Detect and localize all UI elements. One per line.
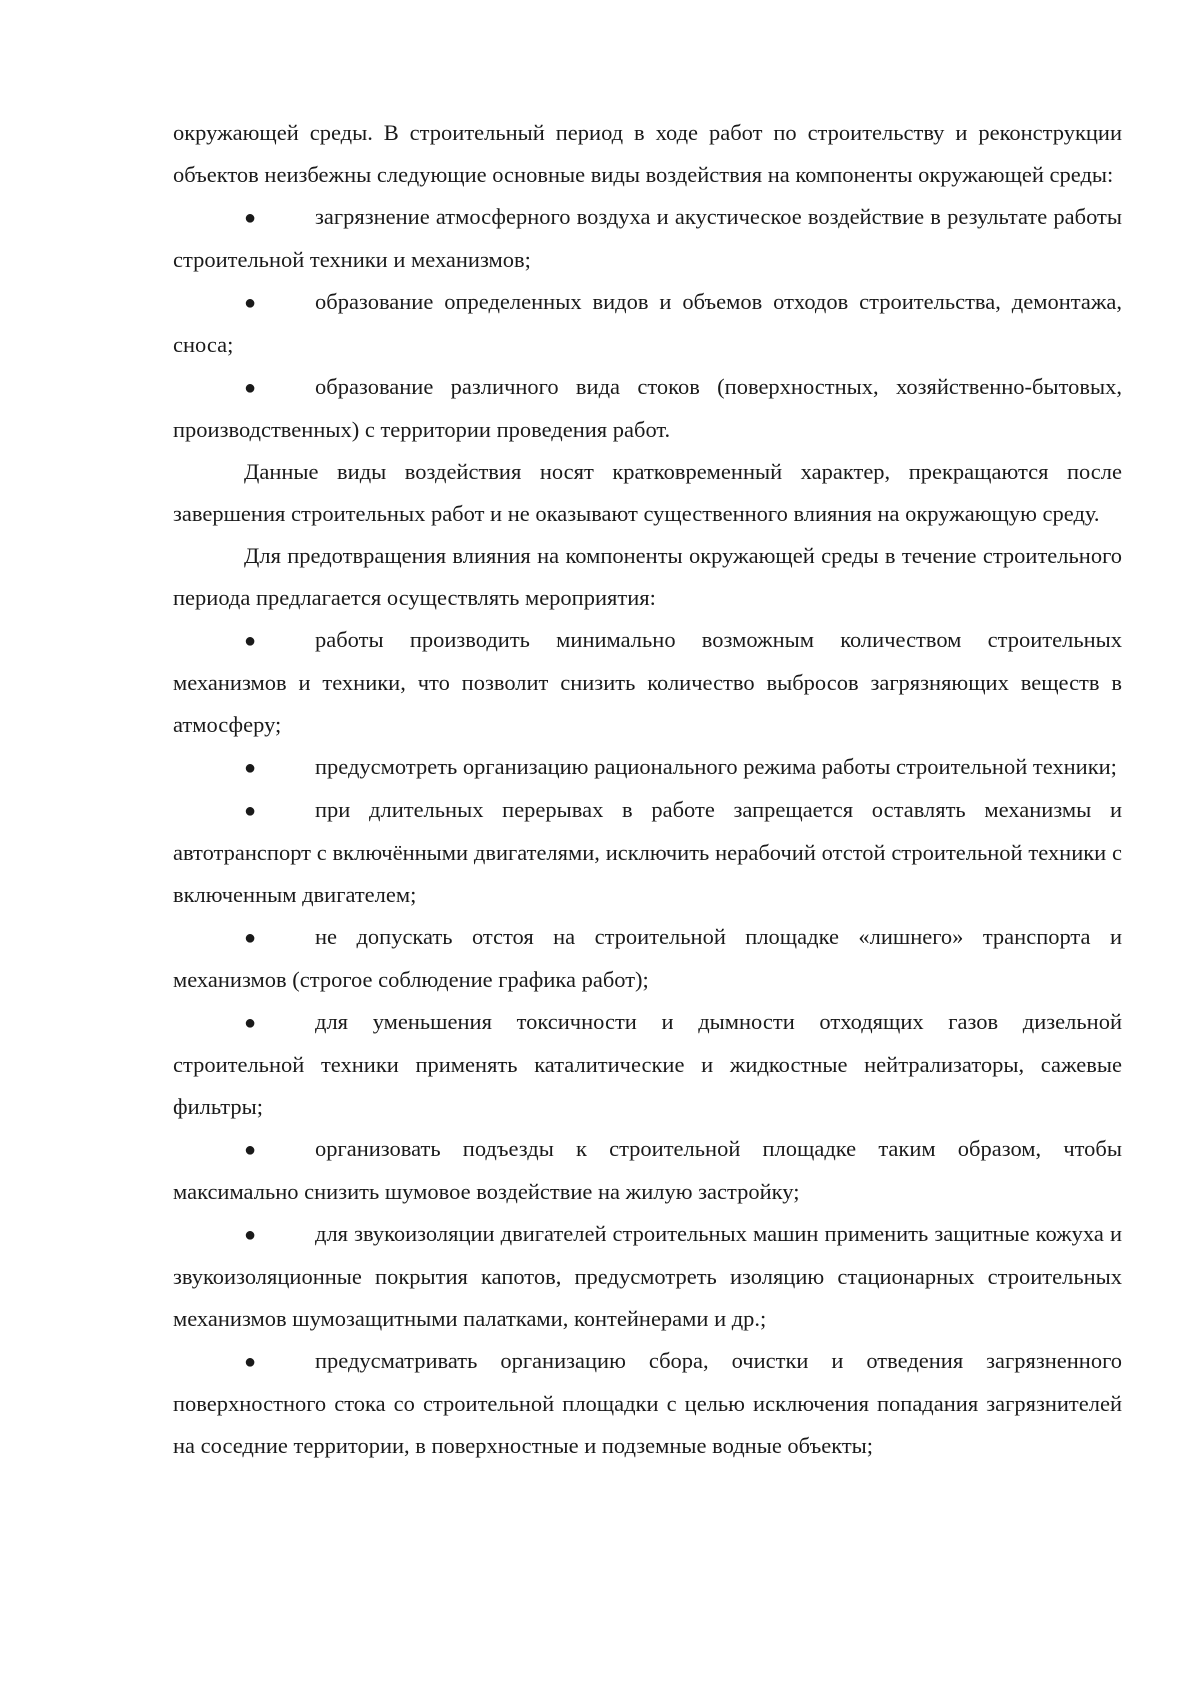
list-item — [173, 1001, 1122, 1128]
list-item — [173, 196, 1122, 281]
bullet-icon: ● — [244, 1351, 257, 1373]
measures-list — [173, 619, 1122, 1467]
list-item — [173, 619, 1122, 746]
bullet-icon: ● — [244, 800, 257, 822]
list-item-text: работы производить минимально возможным количеством строительных механизмов и техники, что позволит снизить количество выбросов загрязняющих веществ в атмосферу; — [173, 627, 1122, 737]
list-item-text: для звукоизоляции двигателей строительных машин применить защитные кожуха и звукоизоляционные покрытия капотов, предусмотреть изоляцию стационарных строительных механизмов шумозащитными палатками, контейнерами и др.; — [173, 1221, 1122, 1331]
bullet-icon: ● — [244, 1224, 257, 1246]
bullet-icon: ● — [244, 377, 257, 399]
list-item-text: предусмотреть организацию рационального режима работы строительной техники; — [315, 754, 1117, 779]
list-item — [173, 1213, 1122, 1340]
list-item-text: для уменьшения токсичности и дымности отходящих газов дизельной строительной техники применять каталитические и жидкостные нейтрализаторы, сажевые фильтры; — [173, 1009, 1122, 1119]
list-item-text: образование различного вида стоков (поверхностных, хозяйственно-бытовых, производственных) с территории проведения работ. — [173, 374, 1122, 442]
bullet-icon: ● — [244, 1012, 257, 1034]
list-item-text: образование определенных видов и объемов отходов строительства, демонтажа, сноса; — [173, 289, 1122, 357]
list-item — [173, 746, 1122, 789]
document-page — [173, 112, 1122, 1467]
bullet-icon: ● — [244, 1139, 257, 1161]
intro-paragraph: окружающей среды. В строительный период в ходе работ по строительству и реконструкции объектов неизбежны следующие основные виды воздействия на компоненты окружающей среды: — [173, 120, 1122, 187]
measures-intro-paragraph: Для предотвращения влияния на компоненты окружающей среды в течение строительного периода предлагается осуществлять мероприятия: — [173, 543, 1122, 610]
list-item — [173, 1128, 1122, 1213]
list-item — [173, 789, 1122, 916]
list-item — [173, 281, 1122, 366]
list-item-text: загрязнение атмосферного воздуха и акустическое воздействие в результате работы строительной техники и механизмов; — [173, 204, 1122, 272]
list-item-text: не допускать отстоя на строительной площадке «лишнего» транспорта и механизмов (строгое соблюдение графика работ); — [173, 924, 1122, 992]
list-item-text: предусматривать организацию сбора, очистки и отведения загрязненного поверхностного стока со строительной площадки с целью исключения попадания загрязнителей на соседние территории, в поверхностные и подземные водные объекты; — [173, 1348, 1122, 1458]
bullet-icon: ● — [244, 630, 257, 652]
list-item — [173, 366, 1122, 451]
bullet-icon: ● — [244, 927, 257, 949]
list-item — [173, 1340, 1122, 1467]
list-item — [173, 916, 1122, 1001]
bullet-icon: ● — [244, 757, 257, 779]
impact-summary-paragraph: Данные виды воздействия носят кратковременный характер, прекращаются после завершения строительных работ и не оказывают существенного влияния на окружающую среду. — [173, 459, 1122, 526]
list-item-text: организовать подъезды к строительной площадке таким образом, чтобы максимально снизить шумовое воздействие на жилую застройку; — [173, 1136, 1122, 1204]
bullet-icon: ● — [244, 292, 257, 314]
list-item-text: при длительных перерывах в работе запрещается оставлять механизмы и автотранспорт с включёнными двигателями, исключить нерабочий отстой строительной техники с включенным двигателем; — [173, 797, 1122, 907]
bullet-icon: ● — [244, 207, 257, 229]
impacts-list — [173, 196, 1122, 451]
